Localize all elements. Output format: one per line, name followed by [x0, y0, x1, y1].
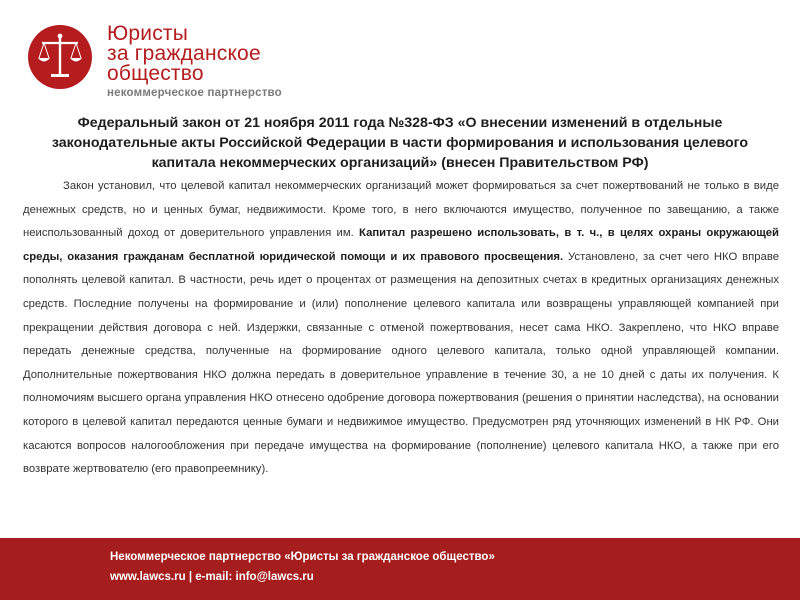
body-text-part-2: Установлено, за счет чего НКО вправе пополнять целевой капитал. В частности, речь идет о процентах от размещения на депозитных счетах в кредитных организациях денежных средств. Последние получены на формирование и (или) пополнение целевого капитала или возвращены управляющей компанией при прекращении действия договора с ней. Издержки, связанные с отменой пожертвования, несет сама НКО. Закреплено, что НКО вправе передать денежные средства, полученные на формирование одного целевого капитала, только одной управляющей компании. Дополнительные пожертвования НКО должна передать в доверительное управление в течение 30, а не 10 дней с даты их получения. К полномочиям высшего органа управления НКО отнесено одобрение договора пожертвования (решения о принятии наследства), на основании которого в целевой капитал передаются ценные бумаги и недвижимое имущество. Предусмотрен ряд уточняющих изменений в НК РФ. Они касаются вопросов налогообложения при передаче имущества на формирование (пополнение) целевого капитала НКО, а также при его возврате жертвователю (его правопреемнику). [23, 250, 779, 476]
logo-line-2: за гражданское [107, 42, 261, 65]
logo-line-3: общество [107, 62, 204, 85]
logo-wordmark [107, 24, 282, 99]
body-paragraph [23, 175, 779, 482]
logo-line-1: Юристы [107, 22, 189, 45]
scales-of-justice-icon [27, 24, 93, 90]
footer-contacts: www.lawcs.ru | e-mail: info@lawcs.ru [110, 571, 314, 583]
body-text-bold: Капитал разрешено использовать, в т. ч., в целях охраны окружающей среды, оказания гражданам бесплатной юридической помощи и их правового просвещения. [23, 227, 779, 263]
body-text-part-1: Закон установил, что целевой капитал некоммерческих организаций может формироваться за счет пожертвований не только в виде денежных средств, но и ценных бумаг, недвижимости. Кроме того, в него включаются имущество, полученное по завещанию, а также неиспользованный доход от доверительного управления им. [23, 180, 779, 240]
footer-organization: Некоммерческое партнерство «Юристы за гражданское общество» [110, 551, 495, 563]
footer-bar [0, 538, 800, 600]
logo-subtitle: некоммерческое партнерство [107, 87, 282, 99]
document-body [23, 175, 779, 482]
document-title: Федеральный закон от 21 ноября 2011 года №328-ФЗ «О внесении изменений в отдельные законодательные акты Российской Федерации в части формирования и использования целевого капитала некоммерческих организаций» (внесен Правительством РФ) [51, 115, 749, 171]
